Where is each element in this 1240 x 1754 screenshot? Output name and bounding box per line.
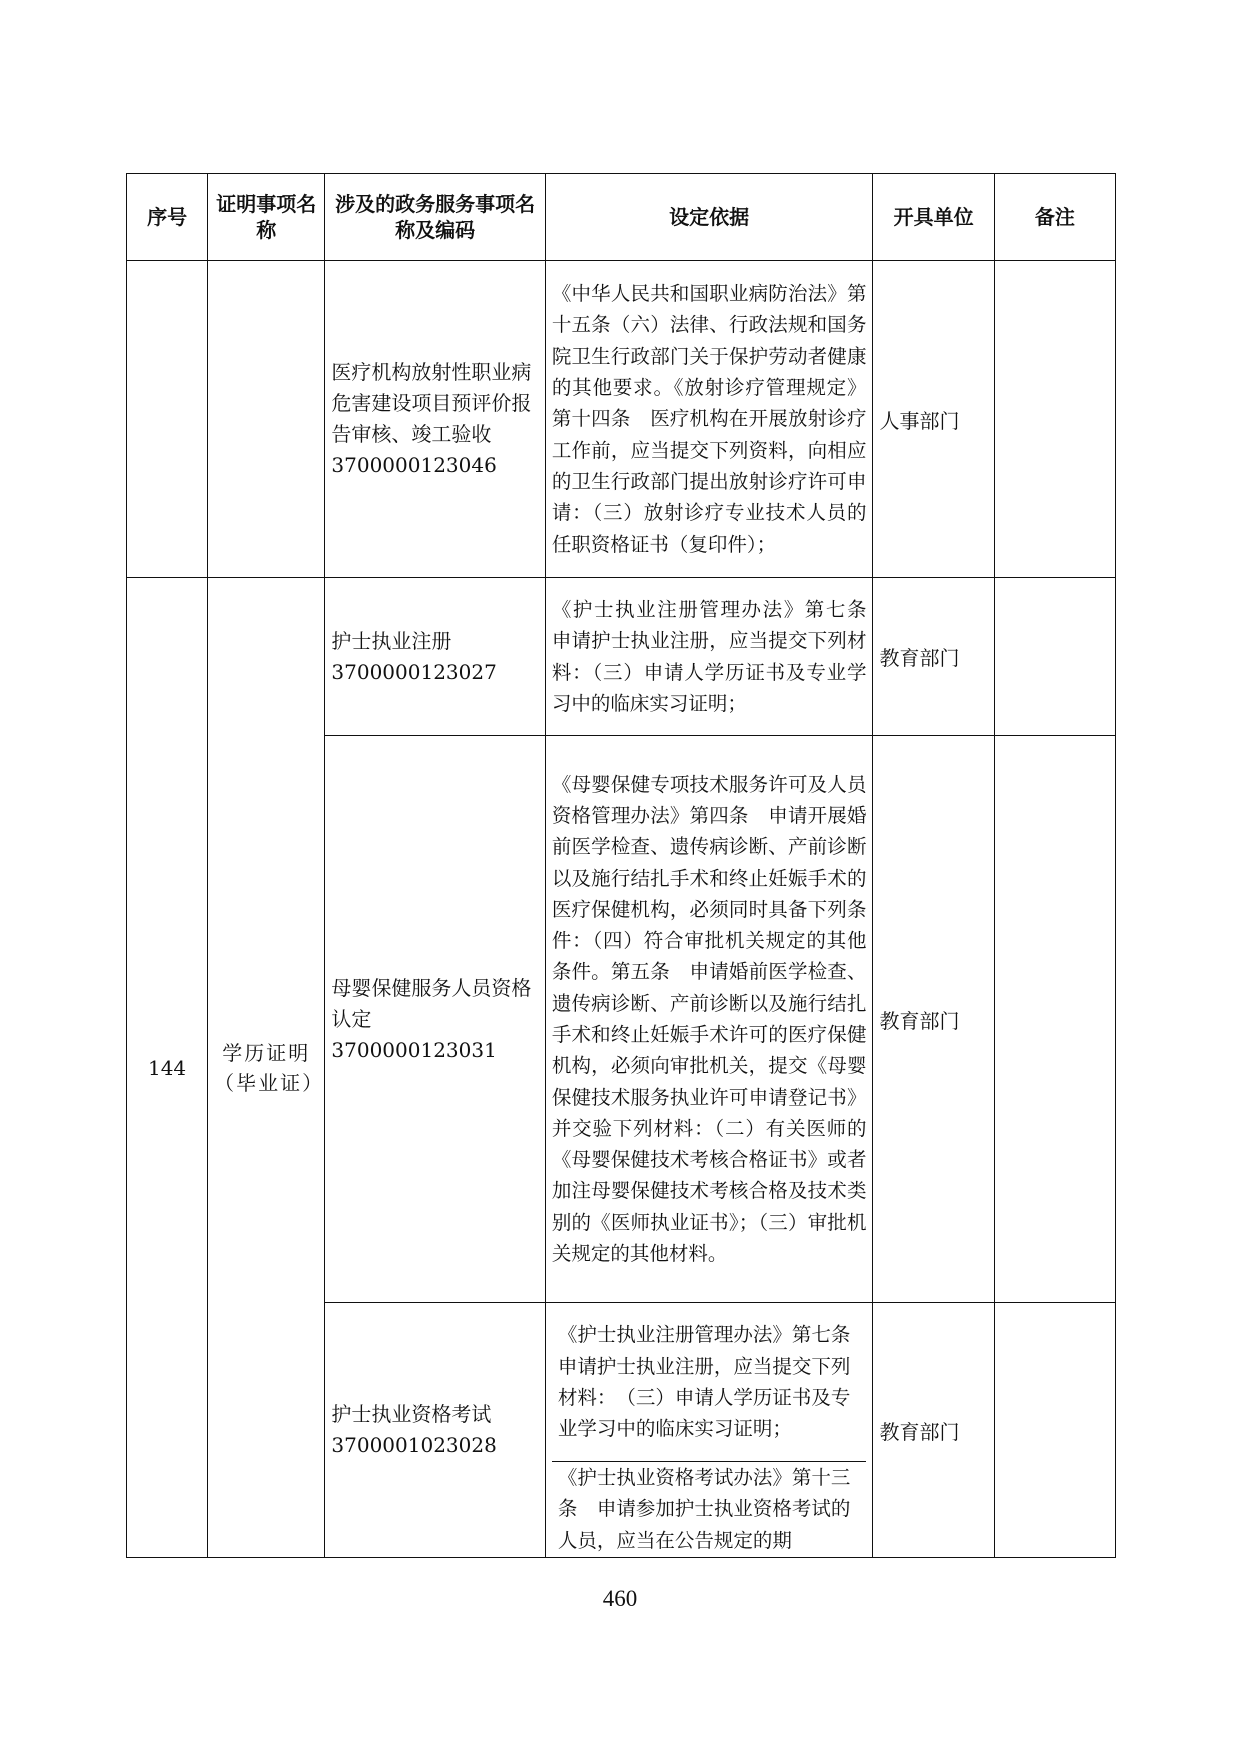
header-remarks: 备注 [994,174,1115,261]
basis-cell: 《中华人民共和国职业病防治法》第十五条（六）法律、行政法规和国务院卫生行政部门关于保护劳动者健康的其他要求。《放射诊疗管理规定》第十四条 医疗机构在开展放射诊疗工作前，应当提交下列资料，向相应的卫生行政部门提出放射诊疗许可申请：（三）放射诊疗专业技术人员的任职资格证书（复印件）； [545,261,873,578]
remarks-cell [994,578,1115,736]
basis-part: 《护士执业资格考试办法》第十三条 申请参加护士执业资格考试的人员，应当在公告规定的期 [557,1466,851,1552]
issuer-cell: 教育部门 [873,578,994,736]
header-basis: 设定依据 [545,174,873,261]
header-cert-name: 证明事项名称 [208,174,325,261]
basis-cell [545,1303,873,1558]
basis-cell: 《母婴保健专项技术服务许可及人员资格管理办法》第四条 申请开展婚前医学检查、遗传病诊断、产前诊断以及施行结扎手术和终止妊娠手术的医疗保健机构，必须同时具备下列条件：（四）符合审批机关规定的其他条件。第五条 申请婚前医学检查、遗传病诊断、产前诊断以及施行结扎手术和终止妊娠手术许可的医疗保健机构，必须向审批机关，提交《母婴保健技术服务执业许可申请登记书》并交验下列材料：（二）有关医师的《母婴保健技术考核合格证书》或者加注母婴保健技术考核合格及技术类别的《医师执业证书》；（三）审批机关规定的其他材料。 [545,736,873,1303]
remarks-cell [994,1303,1115,1558]
cert-cell [208,261,325,578]
certification-table [126,173,1116,1558]
service-cell: 医疗机构放射性职业病危害建设项目预评价报告审核、竣工验收 3700000123046 [325,261,545,578]
seq-cell [127,261,208,578]
issuer-cell: 教育部门 [873,736,994,1303]
issuer-cell: 教育部门 [873,1303,994,1558]
seq-cell: 144 [127,578,208,1558]
header-service-name: 涉及的政务服务事项名称及编码 [325,174,545,261]
page-number: 460 [602,1586,638,1611]
remarks-cell [994,261,1115,578]
table-row [127,578,1116,736]
table-row [127,261,1116,578]
service-cell: 护士执业资格考试 3700001023028 [325,1303,545,1558]
service-cell: 护士执业注册 3700000123027 [325,578,545,736]
issuer-cell: 人事部门 [873,261,994,578]
table-header-row [127,174,1116,261]
header-issuer: 开具单位 [873,174,994,261]
header-seq: 序号 [127,174,208,261]
cert-cell: 学历证明（毕业证） [208,578,325,1558]
basis-cell: 《护士执业注册管理办法》第七条 申请护士执业注册，应当提交下列材料：（三）申请人学历证书及专业学习中的临床实习证明； [545,578,873,736]
remarks-cell [994,736,1115,1303]
basis-part: 《护士执业注册管理办法》第七条 申请护士执业注册，应当提交下列材料： （三）申请人学历证书及专业学习中的临床实习证明； [552,1303,867,1462]
service-cell: 母婴保健服务人员资格认定 3700000123031 [325,736,545,1303]
